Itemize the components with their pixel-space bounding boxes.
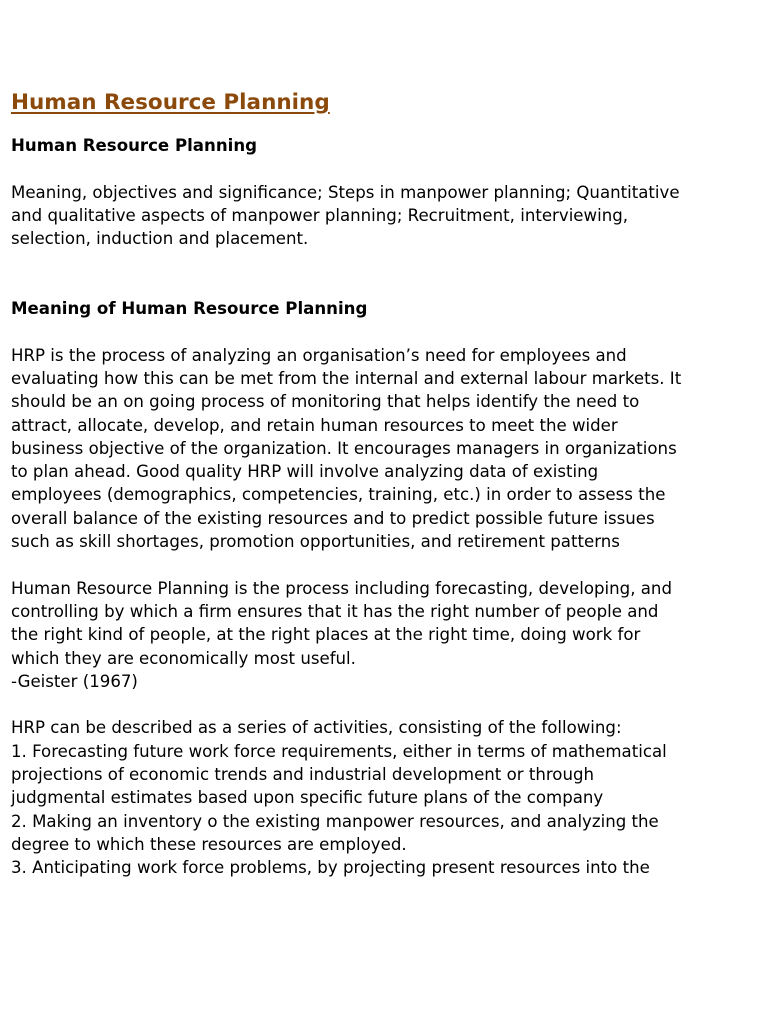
meaning-heading: Meaning of Human Resource Planning (11, 299, 368, 319)
text-line: Meaning, objectives and significance; Steps in manpower planning; Quantitative (11, 182, 680, 202)
spacer (11, 320, 761, 343)
spacer (11, 693, 761, 716)
spacer (11, 157, 761, 180)
definition-paragraph (11, 577, 761, 693)
text-line: which they are economically most useful. (11, 648, 356, 668)
spacer (11, 553, 761, 576)
text-line: HRP can be described as a series of activities, consisting of the following: (11, 718, 622, 738)
hrp-paragraph (11, 344, 761, 554)
section-heading: Human Resource Planning (11, 136, 258, 155)
text-line: attract, allocate, develop, and retain human resources to meet the wider (11, 415, 618, 435)
spacer (11, 250, 761, 297)
text-line: controlling by which a firm ensures that it has the right number of people and (11, 601, 659, 621)
list-item: 2. Making an inventory o the existing manpower resources, and analyzing the (11, 811, 659, 831)
document-title[interactable]: Human Resource Planning (11, 90, 330, 115)
text-line: employees (demographics, competencies, training, etc.) in order to assess the (11, 485, 666, 505)
text-line: business objective of the organization. It encourages managers in organizations (11, 438, 677, 458)
text-line: HRP is the process of analyzing an organisation’s need for employees and (11, 345, 627, 365)
text-line: and qualitative aspects of manpower planning; Recruitment, interviewing, (11, 205, 629, 225)
text-line: evaluating how this can be met from the internal and external labour markets. It (11, 368, 682, 388)
citation: -Geister (1967) (11, 671, 138, 691)
text-line: should be an on going process of monitoring that helps identify the need to (11, 392, 640, 412)
text-line: to plan ahead. Good quality HRP will involve analyzing data of existing (11, 462, 599, 482)
text-line: the right kind of people, at the right places at the right time, doing work for (11, 625, 641, 645)
text-line: Human Resource Planning is the process including forecasting, developing, and (11, 578, 672, 598)
text-line: selection, induction and placement. (11, 229, 309, 249)
text-line: such as skill shortages, promotion opportunities, and retirement patterns (11, 532, 620, 552)
list-item: 1. Forecasting future work force requirements, either in terms of mathematical (11, 741, 667, 761)
text-line: degree to which these resources are employed. (11, 834, 407, 854)
text-line: judgmental estimates based upon specific future plans of the company (11, 788, 604, 808)
text-line: overall balance of the existing resources and to predict possible future issues (11, 508, 655, 528)
syllabus-paragraph (11, 181, 761, 251)
text-line: projections of economic trends and industrial development or through (11, 765, 595, 785)
list-item: 3. Anticipating work force problems, by projecting present resources into the (11, 858, 650, 878)
document-page (11, 88, 761, 880)
activities-paragraph (11, 716, 761, 879)
